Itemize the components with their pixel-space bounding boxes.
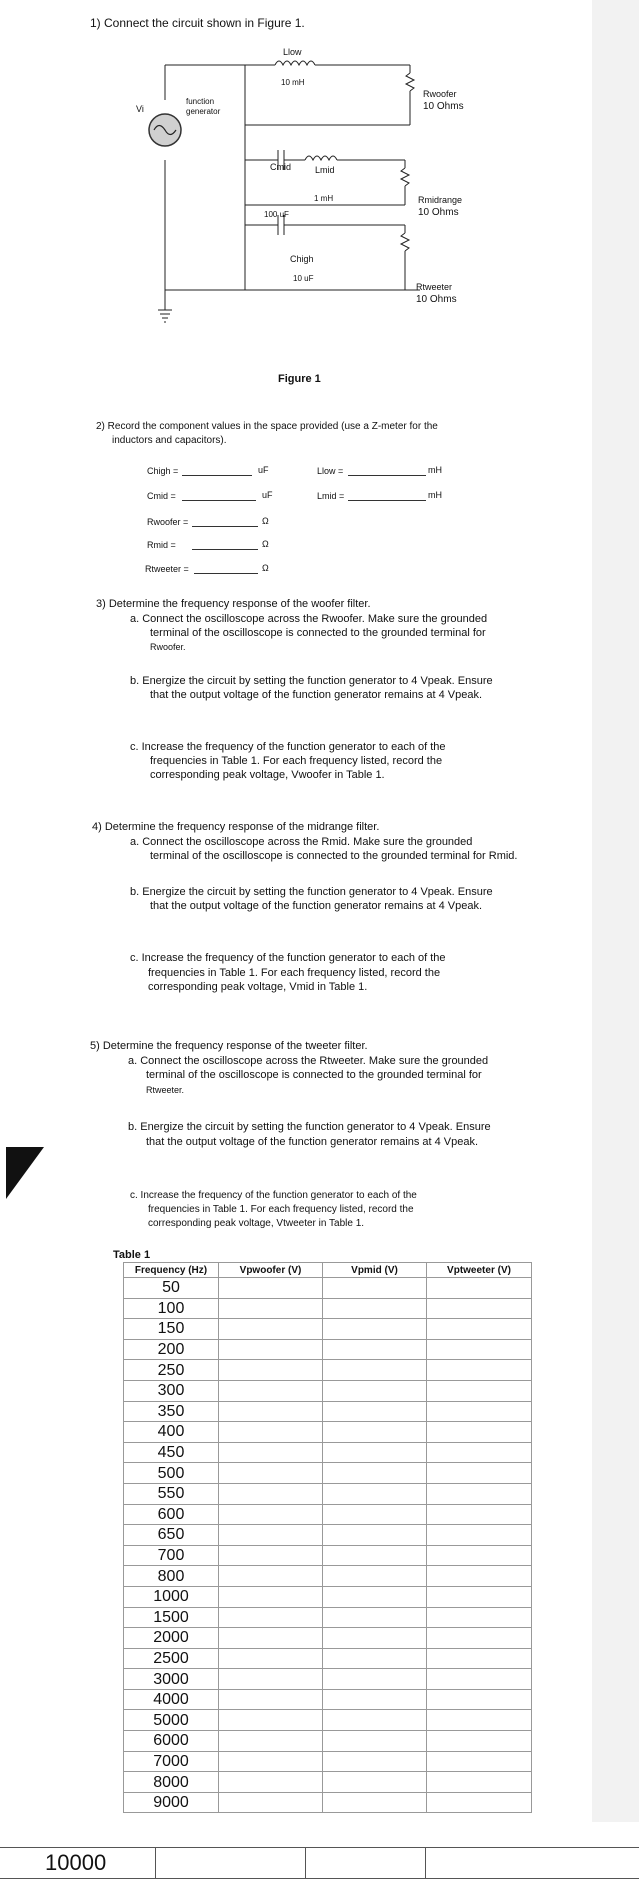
q3-c1: c. Increase the frequency of the function generator to each of the <box>130 741 446 753</box>
bottom-row-divider-1 <box>155 1847 156 1879</box>
voltage-entry-cell[interactable] <box>219 1422 323 1443</box>
corner-shadow <box>6 1147 46 1207</box>
q5-a2: terminal of the oscilloscope is connected to the grounded terminal for <box>146 1069 482 1081</box>
voltage-entry-cell[interactable] <box>219 1463 323 1484</box>
table-row <box>124 1463 532 1484</box>
table-row <box>124 1483 532 1504</box>
table-row <box>124 1648 532 1669</box>
voltage-entry-cell[interactable] <box>427 1586 532 1607</box>
table-row <box>124 1360 532 1381</box>
voltage-entry-cell[interactable] <box>323 1339 427 1360</box>
voltage-entry-cell[interactable] <box>427 1669 532 1690</box>
table-row <box>124 1525 532 1546</box>
table-row <box>124 1278 532 1299</box>
voltage-entry-cell[interactable] <box>323 1648 427 1669</box>
voltage-entry-cell[interactable] <box>219 1566 323 1587</box>
rwoofer-blank[interactable] <box>192 517 258 527</box>
bottom-row-divider-2 <box>305 1847 306 1879</box>
voltage-entry-cell[interactable] <box>427 1689 532 1710</box>
voltage-entry-cell[interactable] <box>427 1278 532 1299</box>
q3-a3: Rwoofer. <box>150 642 186 652</box>
frequency-cell: 600 <box>124 1504 219 1525</box>
voltage-entry-cell[interactable] <box>219 1751 323 1772</box>
table-header-cell: Vptweeter (V) <box>427 1263 532 1278</box>
table-row <box>124 1628 532 1649</box>
voltage-entry-cell[interactable] <box>323 1360 427 1381</box>
chigh-unit: uF <box>258 465 269 475</box>
voltage-entry-cell[interactable] <box>427 1504 532 1525</box>
table-row <box>124 1689 532 1710</box>
voltage-entry-cell[interactable] <box>219 1731 323 1752</box>
table-row <box>124 1566 532 1587</box>
table-row <box>124 1607 532 1628</box>
lmid-blank[interactable] <box>348 491 426 501</box>
voltage-entry-cell[interactable] <box>219 1689 323 1710</box>
voltage-entry-cell[interactable] <box>323 1689 427 1710</box>
voltage-entry-cell[interactable] <box>323 1483 427 1504</box>
lmid-field-label: Lmid = <box>317 491 345 501</box>
table-row <box>124 1669 532 1690</box>
lmid-unit: mH <box>428 490 442 500</box>
frequency-cell: 700 <box>124 1545 219 1566</box>
voltage-entry-cell[interactable] <box>427 1339 532 1360</box>
voltage-entry-cell[interactable] <box>323 1669 427 1690</box>
voltage-entry-cell[interactable] <box>219 1401 323 1422</box>
q5-b1: b. Energize the circuit by setting the function generator to 4 Vpeak. Ensure <box>128 1121 491 1133</box>
q5-a3: Rtweeter. <box>146 1085 185 1095</box>
lmid-value: 1 mH <box>314 194 334 203</box>
chigh-value: 10 uF <box>293 274 314 283</box>
voltage-entry-cell[interactable] <box>427 1380 532 1401</box>
q3-c3: corresponding peak voltage, Vwoofer in Table 1. <box>150 769 385 781</box>
voltage-entry-cell[interactable] <box>427 1792 532 1813</box>
voltage-entry-cell[interactable] <box>427 1628 532 1649</box>
table-row <box>124 1710 532 1731</box>
chigh-field-label: Chigh = <box>147 466 179 476</box>
rmid-value: 10 Ohms <box>418 207 459 218</box>
voltage-entry-cell[interactable] <box>219 1278 323 1299</box>
voltage-entry-cell[interactable] <box>427 1360 532 1381</box>
frequency-cell: 450 <box>124 1442 219 1463</box>
q5-b2: that the output voltage of the function generator remains at 4 Vpeak. <box>146 1136 479 1148</box>
frequency-cell: 500 <box>124 1463 219 1484</box>
voltage-entry-cell[interactable] <box>219 1483 323 1504</box>
voltage-entry-cell[interactable] <box>427 1731 532 1752</box>
last-frequency-cell: 10000 <box>45 1850 107 1875</box>
voltage-entry-cell[interactable] <box>219 1710 323 1731</box>
q2-line2: inductors and capacitors). <box>112 435 227 446</box>
q1-text: 1) Connect the circuit shown in Figure 1. <box>90 16 305 30</box>
bottom-row-divider-3 <box>425 1847 426 1879</box>
bottom-row-top-line <box>0 1847 639 1848</box>
q4-title: 4) Determine the frequency response of the midrange filter. <box>92 821 380 833</box>
voltage-entry-cell[interactable] <box>323 1525 427 1546</box>
llow-value: 10 mH <box>281 78 305 87</box>
table-header-cell: Vpmid (V) <box>323 1263 427 1278</box>
frequency-cell: 550 <box>124 1483 219 1504</box>
frequency-cell: 9000 <box>124 1792 219 1813</box>
voltage-entry-cell[interactable] <box>219 1648 323 1669</box>
table-row <box>124 1504 532 1525</box>
rtweeter-blank[interactable] <box>194 564 258 574</box>
table-row <box>124 1545 532 1566</box>
voltage-entry-cell[interactable] <box>323 1463 427 1484</box>
voltage-entry-cell[interactable] <box>219 1545 323 1566</box>
voltage-entry-cell[interactable] <box>219 1586 323 1607</box>
rmid-blank[interactable] <box>192 540 258 550</box>
voltage-entry-cell[interactable] <box>219 1360 323 1381</box>
voltage-entry-cell[interactable] <box>323 1772 427 1793</box>
table-row <box>124 1401 532 1422</box>
frequency-cell: 650 <box>124 1525 219 1546</box>
table-header-cell: Frequency (Hz) <box>124 1263 219 1278</box>
frequency-cell: 100 <box>124 1298 219 1319</box>
frequency-cell: 250 <box>124 1360 219 1381</box>
voltage-entry-cell[interactable] <box>427 1710 532 1731</box>
voltage-entry-cell[interactable] <box>427 1751 532 1772</box>
table-row <box>124 1772 532 1793</box>
table-row <box>124 1319 532 1340</box>
rtweeter-label: Rtweeter <box>416 282 453 292</box>
voltage-entry-cell[interactable] <box>427 1422 532 1443</box>
frequency-cell: 300 <box>124 1380 219 1401</box>
table-caption: Table 1 <box>113 1249 151 1261</box>
voltage-entry-cell[interactable] <box>219 1298 323 1319</box>
q4-c2: frequencies in Table 1. For each frequency listed, record the <box>148 967 441 979</box>
voltage-entry-cell[interactable] <box>323 1586 427 1607</box>
llow-field-label: Llow = <box>317 466 344 476</box>
q4-b1: b. Energize the circuit by setting the function generator to 4 Vpeak. Ensure <box>130 886 493 898</box>
rmid-label: Rmidrange <box>418 195 463 205</box>
rmid-unit: Ω <box>262 539 269 549</box>
llow-blank[interactable] <box>348 466 426 476</box>
table-row <box>124 1422 532 1443</box>
voltage-entry-cell[interactable] <box>427 1442 532 1463</box>
voltage-entry-cell[interactable] <box>219 1628 323 1649</box>
frequency-table <box>123 1262 532 1813</box>
voltage-entry-cell[interactable] <box>323 1422 427 1443</box>
cmid-unit: uF <box>262 490 273 500</box>
voltage-entry-cell[interactable] <box>427 1545 532 1566</box>
rtweeter-field-label: Rtweeter = <box>145 564 189 574</box>
q5-c1: c. Increase the frequency of the function generator to each of the <box>130 1190 417 1201</box>
voltage-entry-cell[interactable] <box>219 1380 323 1401</box>
q3-a2: terminal of the oscilloscope is connected to the grounded terminal for <box>150 627 486 639</box>
chigh-label: Chigh <box>290 254 314 264</box>
cmid-field-label: Cmid = <box>147 491 176 501</box>
q4-b2: that the output voltage of the function generator remains at 4 Vpeak. <box>150 900 483 912</box>
table-header-cell: Vpwoofer (V) <box>219 1263 323 1278</box>
voltage-entry-cell[interactable] <box>323 1401 427 1422</box>
voltage-entry-cell[interactable] <box>323 1504 427 1525</box>
cmid-label: Cmid <box>270 162 292 172</box>
frequency-cell: 2500 <box>124 1648 219 1669</box>
voltage-entry-cell[interactable] <box>219 1525 323 1546</box>
voltage-entry-cell[interactable] <box>323 1751 427 1772</box>
voltage-entry-cell[interactable] <box>323 1792 427 1813</box>
frequency-cell: 400 <box>124 1422 219 1443</box>
voltage-entry-cell[interactable] <box>219 1319 323 1340</box>
q4-c3: corresponding peak voltage, Vmid in Table 1. <box>148 981 368 993</box>
q4-c1: c. Increase the frequency of the function generator to each of the <box>130 952 446 964</box>
voltage-entry-cell[interactable] <box>427 1607 532 1628</box>
voltage-entry-cell[interactable] <box>323 1298 427 1319</box>
rmid-field-label: Rmid = <box>147 540 176 550</box>
voltage-entry-cell[interactable] <box>323 1566 427 1587</box>
q4-a1: a. Connect the oscilloscope across the Rmid. Make sure the grounded <box>130 836 473 848</box>
q3-c2: frequencies in Table 1. For each frequency listed, record the <box>150 755 443 767</box>
bottom-row-bottom-line <box>0 1878 639 1879</box>
frequency-cell: 6000 <box>124 1731 219 1752</box>
vi-label: Vi <box>136 104 144 114</box>
table-row <box>124 1339 532 1360</box>
cmid-value: 100 uF <box>264 210 289 219</box>
rwoofer-label: Rwoofer <box>423 89 457 99</box>
voltage-entry-cell[interactable] <box>219 1339 323 1360</box>
table-row <box>124 1792 532 1813</box>
voltage-entry-cell[interactable] <box>427 1401 532 1422</box>
llow-unit: mH <box>428 465 442 475</box>
frequency-cell: 50 <box>124 1278 219 1299</box>
q2-line1: 2) Record the component values in the space provided (use a Z-meter for the <box>96 421 438 432</box>
table-row <box>124 1751 532 1772</box>
frequency-cell: 2000 <box>124 1628 219 1649</box>
llow-label: Llow <box>283 47 302 57</box>
table-row <box>124 1731 532 1752</box>
fg-label-1: function <box>186 97 215 106</box>
voltage-entry-cell[interactable] <box>427 1298 532 1319</box>
voltage-entry-cell[interactable] <box>219 1792 323 1813</box>
frequency-cell: 5000 <box>124 1710 219 1731</box>
frequency-cell: 4000 <box>124 1689 219 1710</box>
voltage-entry-cell[interactable] <box>219 1504 323 1525</box>
voltage-entry-cell[interactable] <box>219 1607 323 1628</box>
table-row <box>124 1298 532 1319</box>
voltage-entry-cell[interactable] <box>427 1463 532 1484</box>
voltage-entry-cell[interactable] <box>427 1319 532 1340</box>
q3-title: 3) Determine the frequency response of the woofer filter. <box>96 598 371 610</box>
q3-b1: b. Energize the circuit by setting the function generator to 4 Vpeak. Ensure <box>130 675 493 687</box>
rtweeter-unit: Ω <box>262 563 269 573</box>
frequency-cell: 200 <box>124 1339 219 1360</box>
voltage-entry-cell[interactable] <box>323 1545 427 1566</box>
frequency-cell: 7000 <box>124 1751 219 1772</box>
page-margin-band <box>592 0 639 1883</box>
rtweeter-value: 10 Ohms <box>416 294 457 305</box>
voltage-entry-cell[interactable] <box>323 1607 427 1628</box>
voltage-entry-cell[interactable] <box>323 1628 427 1649</box>
q3-b2: that the output voltage of the function generator remains at 4 Vpeak. <box>150 689 483 701</box>
voltage-entry-cell[interactable] <box>323 1710 427 1731</box>
rwoofer-value: 10 Ohms <box>423 101 464 112</box>
frequency-cell: 150 <box>124 1319 219 1340</box>
voltage-entry-cell[interactable] <box>323 1319 427 1340</box>
q5-title: 5) Determine the frequency response of the tweeter filter. <box>90 1040 368 1052</box>
frequency-cell: 3000 <box>124 1669 219 1690</box>
voltage-entry-cell[interactable] <box>323 1380 427 1401</box>
frequency-cell: 1500 <box>124 1607 219 1628</box>
voltage-entry-cell[interactable] <box>219 1442 323 1463</box>
voltage-entry-cell[interactable] <box>219 1772 323 1793</box>
voltage-entry-cell[interactable] <box>427 1772 532 1793</box>
rwoofer-unit: Ω <box>262 516 269 526</box>
lmid-label: Lmid <box>315 165 335 175</box>
frequency-cell: 1000 <box>124 1586 219 1607</box>
chigh-blank[interactable] <box>182 466 252 476</box>
fg-label-2: generator <box>186 107 221 116</box>
voltage-entry-cell[interactable] <box>427 1648 532 1669</box>
voltage-entry-cell[interactable] <box>427 1483 532 1504</box>
table-header-row <box>124 1263 532 1278</box>
q4-a2: terminal of the oscilloscope is connected to the grounded terminal for Rmid. <box>150 850 518 862</box>
rwoofer-field-label: Rwoofer = <box>147 517 189 527</box>
voltage-entry-cell[interactable] <box>323 1442 427 1463</box>
figure-caption: Figure 1 <box>278 373 321 385</box>
cmid-blank[interactable] <box>182 491 256 501</box>
q5-c2: frequencies in Table 1. For each frequency listed, record the <box>148 1204 414 1215</box>
table-row <box>124 1586 532 1607</box>
frequency-cell: 800 <box>124 1566 219 1587</box>
q5-c3: corresponding peak voltage, Vtweeter in Table 1. <box>148 1218 365 1229</box>
voltage-entry-cell[interactable] <box>427 1566 532 1587</box>
voltage-entry-cell[interactable] <box>323 1731 427 1752</box>
voltage-entry-cell[interactable] <box>219 1669 323 1690</box>
frequency-cell: 8000 <box>124 1772 219 1793</box>
table-row <box>124 1442 532 1463</box>
voltage-entry-cell[interactable] <box>323 1278 427 1299</box>
q5-a1: a. Connect the oscilloscope across the Rtweeter. Make sure the grounded <box>128 1055 489 1067</box>
q3-a1: a. Connect the oscilloscope across the Rwoofer. Make sure the grounded <box>130 613 488 625</box>
table-row <box>124 1380 532 1401</box>
voltage-entry-cell[interactable] <box>427 1525 532 1546</box>
frequency-cell: 350 <box>124 1401 219 1422</box>
